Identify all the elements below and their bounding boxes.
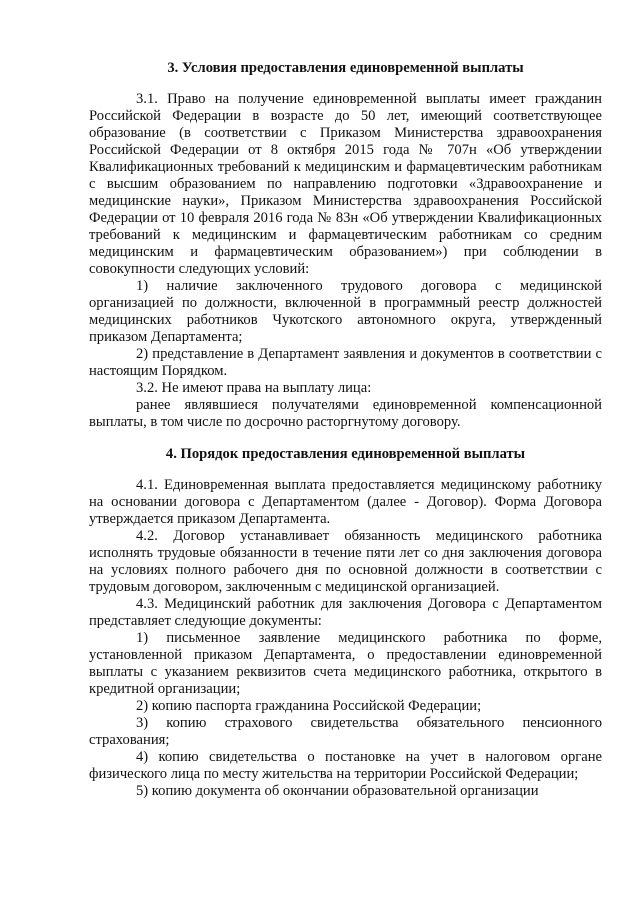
paragraph-3-2: 3.2. Не имеют права на выплату лица: bbox=[136, 380, 372, 396]
paragraph-4-3-item-3: 3) копию страхового свидетельства обязательного пенсионного страхования; bbox=[89, 715, 602, 748]
paragraph-4-3-item-5: 5) копию документа об окончании образовательной организации bbox=[136, 783, 539, 799]
paragraph-4-1: 4.1. Единовременная выплата предоставляется медицинскому работнику на основании договора с Департаментом (далее - Договор). Форма Договора утверждается приказом Департамента. bbox=[89, 477, 602, 527]
paragraph-4-3-item-1: 1) письменное заявление медицинского работника по форме, установленной приказом Департамента, о предоставлении единовременной выплаты с указанием реквизитов счета медицинского работника, открытого в кредитной организации; bbox=[89, 630, 602, 697]
section-3-heading: 3. Условия предоставления единовременной выплаты bbox=[167, 60, 524, 76]
paragraph-3-1-item-1: 1) наличие заключенного трудового договора с медицинской организацией по должности, включенной в программный реестр должностей медицинских работников Чукотского автономного округа, утвержденный приказом Департамента; bbox=[89, 278, 602, 345]
section-4-heading: 4. Порядок предоставления единовременной выплаты bbox=[165, 446, 526, 462]
paragraph-3-1-item-2: 2) представление в Департамент заявления и документов в соответствии с настоящим Порядком. bbox=[89, 346, 602, 379]
paragraph-3-1: 3.1. Право на получение единовременной выплаты имеет гражданин Российской Федерации в возрасте до 50 лет, имеющий соответствующее образование (в соответствии с Приказом Министерства здравоохранения Российской Федерации от 8 октября 2015 года № 707н «Об утверждении Квалификационных требований к медицинским и фармацевтическим работникам с высшим образованием по направлению подготовки «Здравоохранение и медицинские науки», Приказом Министерства здравоохранения Российской Федерации от 10 февраля 2016 года № 83н «Об утверждении Квалификационных требований к медицинским и фармацевтическим работникам со средним медицинским и фармацевтическим образованием») при соблюдении в совокупности следующих условий: bbox=[89, 91, 602, 277]
document-page bbox=[89, 58, 602, 800]
paragraph-4-2: 4.2. Договор устанавливает обязанность медицинского работника исполнять трудовые обязанности в течение пяти лет со дня заключения договора на условиях полного рабочего дня по основной должности в соответствии с трудовым договором, заключенным с медицинской организацией. bbox=[89, 528, 602, 595]
paragraph-4-3-item-2: 2) копию паспорта гражданина Российской Федерации; bbox=[136, 698, 482, 714]
paragraph-3-2-text: ранее являвшиеся получателями единовременной компенсационной выплаты, в том числе по досрочно расторгнутому договору. bbox=[89, 397, 602, 430]
paragraph-4-3-item-4: 4) копию свидетельства о постановке на учет в налоговом органе физического лица по месту жительства на территории Российской Федерации; bbox=[89, 749, 602, 782]
paragraph-4-3: 4.3. Медицинский работник для заключения Договора с Департаментом представляет следующие документы: bbox=[89, 596, 602, 629]
